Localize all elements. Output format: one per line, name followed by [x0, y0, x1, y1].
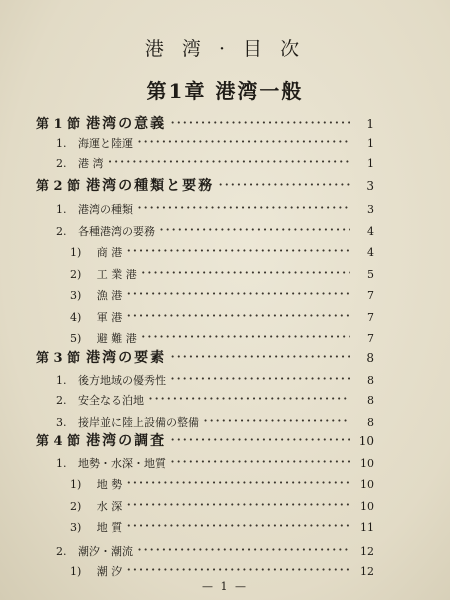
toc-item-entry — [70, 473, 374, 493]
dot-leader — [170, 113, 350, 132]
entry-text: 避 難 港 — [96, 332, 137, 345]
entry-number: 第 1 節 — [36, 117, 81, 132]
dot-leader — [126, 473, 350, 492]
dot-leader — [137, 132, 350, 151]
entry-page-number: 12 — [360, 565, 374, 578]
entry-text: 各種港湾の要務 — [78, 225, 155, 238]
entry-label — [56, 543, 133, 559]
entry-text: 港湾の種類 — [78, 203, 133, 216]
toc-subsection-entry — [56, 220, 374, 240]
entry-page-number: 5 — [367, 268, 374, 281]
entry-label — [70, 244, 122, 260]
toc-item-entry — [70, 284, 374, 304]
entry-text: 軍 港 — [96, 311, 123, 324]
entry-label — [70, 287, 122, 303]
entry-label — [56, 135, 133, 151]
entry-page-number: 8 — [367, 416, 374, 429]
toc-subsection-entry — [56, 152, 374, 172]
entry-number: 1. — [56, 203, 67, 216]
entry-label — [70, 563, 122, 579]
entry-label — [56, 392, 144, 408]
entry-number: 第 2 節 — [36, 179, 81, 194]
entry-page-number: 3 — [366, 179, 374, 193]
entry-text: 地 質 — [96, 521, 123, 534]
dot-leader — [126, 495, 350, 514]
dot-leader — [203, 411, 350, 430]
toc-subsection-entry — [56, 411, 374, 431]
dot-leader — [170, 369, 350, 388]
entry-label — [70, 476, 122, 492]
entry-page-number: 4 — [367, 225, 374, 238]
entry-label — [70, 309, 122, 325]
toc-subsection-entry — [56, 389, 374, 409]
entry-page-number: 1 — [367, 137, 374, 150]
toc-subsection-entry — [56, 452, 374, 472]
entry-page-number: 12 — [360, 545, 374, 558]
entry-number: 1) — [70, 478, 82, 491]
dot-leader — [137, 540, 350, 559]
entry-label — [70, 498, 122, 514]
dot-leader — [126, 284, 350, 303]
entry-text: 港湾の種類と要務 — [86, 178, 215, 194]
entry-label — [56, 372, 166, 388]
entry-page-number: 3 — [367, 203, 374, 216]
page-title: 港 湾 · 目 次 — [144, 38, 306, 60]
entry-label — [70, 266, 137, 282]
entry-label — [56, 155, 104, 171]
dot-leader — [126, 241, 350, 260]
dot-leader — [170, 452, 350, 471]
entry-text: 潮汐・潮流 — [78, 545, 133, 558]
toc-section-entry — [36, 347, 374, 367]
entry-text: 商 港 — [96, 246, 123, 259]
entry-text: 海運と陸運 — [78, 137, 133, 150]
entry-label — [56, 414, 199, 430]
entry-text: 地 勢 — [96, 478, 123, 491]
page-number: — 1 — — [202, 580, 248, 593]
entry-text: 潮 汐 — [96, 565, 123, 578]
entry-number: 3. — [56, 416, 67, 429]
entry-page-number: 8 — [366, 351, 374, 365]
entry-page-number: 10 — [360, 478, 374, 491]
entry-page-number: 7 — [367, 332, 374, 345]
entry-number: 2) — [70, 268, 82, 281]
dot-leader — [159, 220, 350, 239]
entry-page-number: 1 — [366, 117, 374, 131]
entry-page-number: 4 — [367, 246, 374, 259]
toc-item-entry — [70, 263, 374, 283]
entry-page-number: 1 — [367, 157, 374, 170]
entry-label — [70, 519, 122, 535]
dot-leader — [218, 175, 350, 194]
toc-item-entry — [70, 495, 374, 515]
entry-number: 1. — [56, 374, 67, 387]
entry-page-number: 11 — [360, 521, 374, 534]
entry-number: 2) — [70, 500, 82, 513]
entry-page-number: 8 — [367, 394, 374, 407]
toc-item-entry — [70, 516, 374, 536]
entry-number: 第 4 節 — [36, 434, 81, 449]
entry-number: 2. — [56, 394, 67, 407]
entry-text: 地勢・水深・地質 — [78, 457, 166, 470]
dot-leader — [126, 516, 350, 535]
dot-leader — [137, 198, 350, 217]
toc-subsection-entry — [56, 132, 374, 152]
entry-number: 1. — [56, 137, 67, 150]
entry-text: 港湾の意義 — [86, 116, 167, 132]
toc-subsection-entry — [56, 369, 374, 389]
dot-leader — [141, 327, 350, 346]
entry-number: 1. — [56, 457, 67, 470]
entry-text: 接岸並に陸上設備の整備 — [78, 416, 199, 429]
entry-page-number: 10 — [358, 434, 374, 448]
entry-text: 漁 港 — [96, 289, 123, 302]
toc-subsection-entry — [56, 198, 374, 218]
entry-text: 港湾の調査 — [86, 433, 167, 449]
entry-text: 後方地域の優秀性 — [78, 374, 166, 387]
dot-leader — [126, 560, 350, 579]
entry-label — [36, 430, 166, 450]
dot-leader — [170, 347, 350, 366]
entry-number: 2. — [56, 225, 67, 238]
entry-label — [36, 347, 166, 367]
toc-item-entry — [70, 327, 374, 347]
toc-item-entry — [70, 241, 374, 261]
toc-subsection-entry — [56, 540, 374, 560]
toc-section-entry — [36, 175, 374, 195]
entry-label — [56, 455, 166, 471]
entry-text: 水 深 — [96, 500, 123, 513]
entry-page-number: 10 — [360, 457, 374, 470]
entry-number: 2. — [56, 545, 67, 558]
entry-number: 2. — [56, 157, 67, 170]
entry-number: 1) — [70, 246, 82, 259]
entry-label — [36, 175, 214, 195]
toc-item-entry — [70, 306, 374, 326]
entry-text: 港湾の要素 — [86, 350, 167, 366]
toc-section-entry — [36, 430, 374, 450]
dot-leader — [126, 306, 350, 325]
dot-leader — [148, 389, 350, 408]
toc-item-entry — [70, 560, 374, 580]
dot-leader — [170, 430, 350, 449]
entry-number: 第 3 節 — [36, 351, 81, 366]
entry-page-number: 10 — [360, 500, 374, 513]
entry-page-number: 7 — [367, 289, 374, 302]
entry-number: 1) — [70, 565, 82, 578]
entry-label — [36, 113, 166, 133]
entry-text: 港 湾 — [78, 157, 104, 170]
dot-leader — [108, 152, 351, 171]
dot-leader — [141, 263, 350, 282]
entry-label — [70, 330, 137, 346]
entry-text: 安全なる泊地 — [78, 394, 144, 407]
entry-text: 工 業 港 — [96, 268, 137, 281]
toc-section-entry — [36, 113, 374, 133]
entry-number: 3) — [70, 521, 82, 534]
entry-number: 4) — [70, 311, 82, 324]
entry-number: 3) — [70, 289, 82, 302]
entry-number: 5) — [70, 332, 82, 345]
entry-page-number: 8 — [367, 374, 374, 387]
entry-label — [56, 201, 133, 217]
entry-label — [56, 223, 155, 239]
chapter-heading: 第1章 港湾一般 — [146, 79, 304, 103]
entry-page-number: 7 — [367, 311, 374, 324]
